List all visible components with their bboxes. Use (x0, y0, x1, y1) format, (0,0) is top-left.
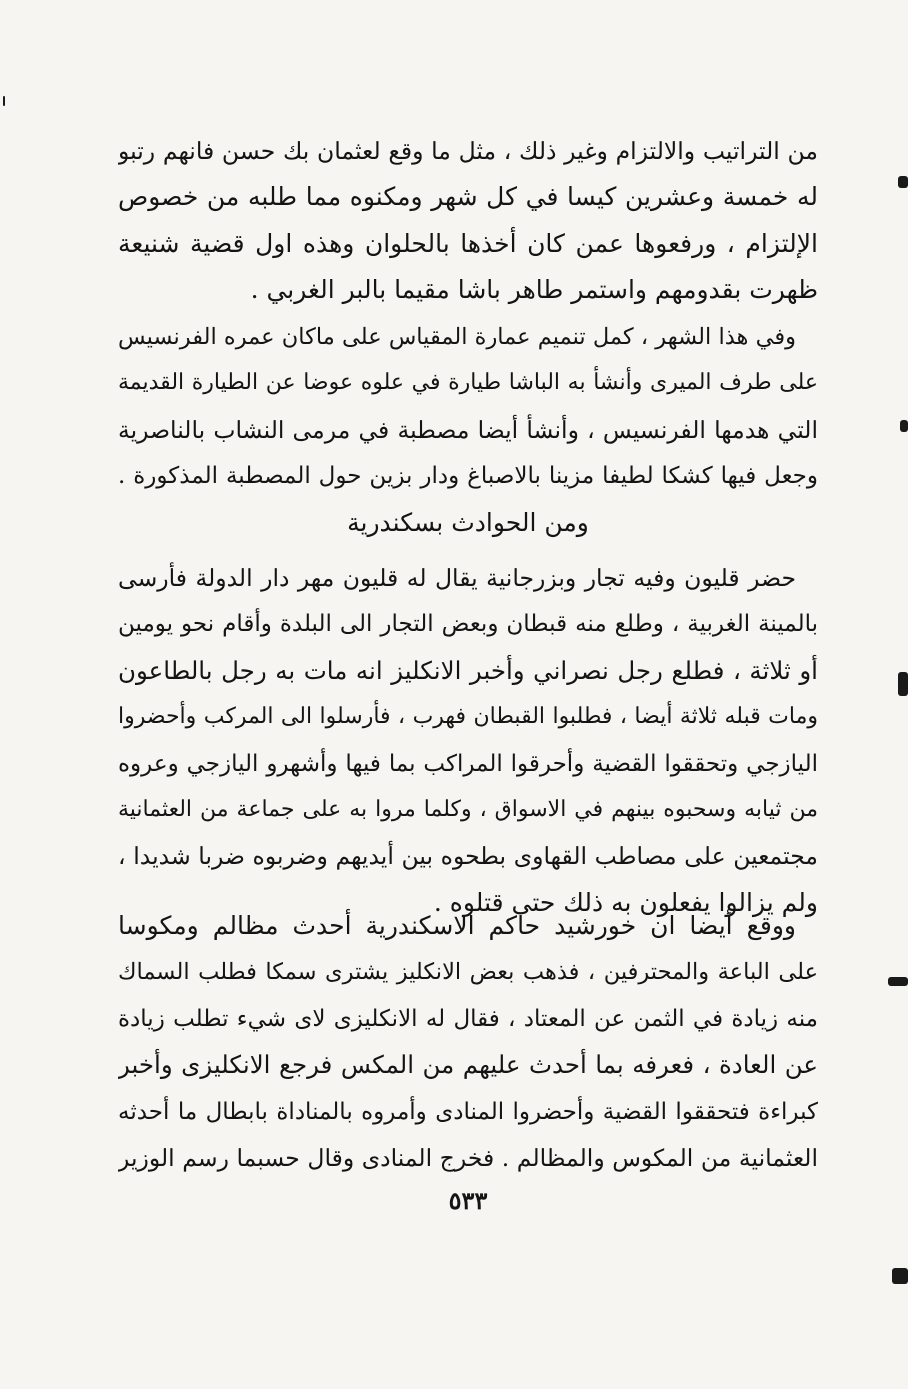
text-line: من التراتيب والالتزام وغير ذلك ، مثل ما وقع لعثمان بك حسن فانهم رتبو (118, 137, 818, 165)
page-number: ٥٣٣ (448, 1186, 488, 1215)
text-line: العثمانية من المكوس والمظالم . فخرج المنادى وقال حسبما رسم الوزير (118, 1143, 818, 1172)
text-line: له خمسة وعشرين كيسا في كل شهر ومكنوه مما طلبه من خصوص (118, 182, 818, 212)
text-line: وجعل فيها كشكا لطيفا مزينا بالاصباغ ودار بزين حول المصطبة المذكورة . (118, 463, 818, 490)
scan-mark (888, 977, 908, 986)
scan-mark (892, 1268, 908, 1284)
text-line: أو ثلاثة ، فطلع رجل نصراني وأخبر الانكليز انه مات به رجل بالطاعون (118, 655, 818, 685)
paragraph-1 (118, 128, 818, 314)
text-line: ولم يزالوا يفعلون به ذلك حتى قتلوه . (433, 887, 818, 917)
text-line: التي هدمها الفرنسيس ، وأنشأ أيضا مصطبة في مرمى النشاب بالناصرية (118, 415, 818, 444)
text-line: عن العادة ، فعرفه بما أحدث عليهم من المكس فرجع الانكليزى وأخبر (118, 1050, 818, 1080)
paragraph-3 (118, 555, 818, 926)
paragraph-2 (118, 314, 818, 500)
text-line: كبراءة فتحققوا القضية وأحضروا المنادى وأمروه بالمناداة بابطال ما أحدثه (118, 1098, 818, 1125)
text-line: اليازجي وتحققوا القضية وأحرقوا المراكب بما فيها وأشهرو اليازجي وعروه (118, 750, 818, 777)
text-line: ووقع أيضا ان خورشيد حاكم الاسكندرية أحدث مظالم ومكوسا (118, 911, 796, 940)
text-line: منه زيادة في الثمن عن المعتاد ، فقال له الانكليزى لاى شيء تطلب زيادة (118, 1005, 818, 1032)
text-line: حضر قليون وفيه تجار وبزرجانية يقال له قليون مهر دار الدولة فأرسى (118, 564, 796, 592)
text-line: وفي هذا الشهر ، كمل تنميم عمارة المقياس على ماكان عمره الفرنسيس (118, 324, 796, 350)
text-line: بالمينة الغربية ، وطلع منه قبطان وبعض التجار الى البلدة وأقام نحو يومين (118, 611, 818, 638)
section-heading: ومن الحوادث بسكندرية (347, 508, 589, 537)
scan-mark (3, 96, 5, 106)
scan-mark (900, 420, 908, 432)
text-line: على طرف الميرى وأنشأ به الباشا طيارة في علوه عوضا عن الطيارة القديمة (118, 370, 818, 396)
scan-mark (898, 672, 908, 696)
text-line: ظهرت بقدومهم واستمر طاهر باشا مقيما بالبر الغربي . (250, 275, 818, 305)
text-line: مجتمعين على مصاطب القهاوى بطحوه بين أيديهم وضربوه ضربا شديدا ، (118, 842, 818, 871)
text-line: ومات قبله ثلاثة أيضا ، فطلبوا القبطان فهرب ، فأرسلوا الى المركب وأحضروا (118, 704, 818, 730)
paragraph-4 (118, 903, 818, 1181)
text-line: على الباعة والمحترفين ، فذهب بعض الانكليز يشترى سمكا فطلب السماك (118, 959, 818, 986)
scan-mark (898, 176, 908, 188)
text-line: من ثيابه وسحبوه بينهم في الاسواق ، وكلما مروا به على جماعة من العثمانية (118, 796, 818, 822)
text-line: الإلتزام ، ورفعوها عمن كان أخذها بالحلوان وهذه اول قضية شنيعة (118, 228, 818, 258)
